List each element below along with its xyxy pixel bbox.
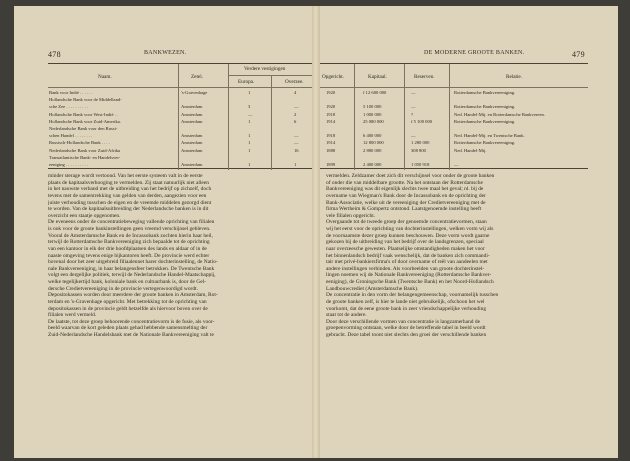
- row-reserven: —: [411, 133, 416, 139]
- row-overzee: 16: [294, 147, 299, 153]
- body-line: Door deze verschillende vormen van concentratie is langzamerhand de: [326, 318, 480, 325]
- row-europa: 1: [248, 162, 251, 167]
- row-zetel: 's-Gravenhage: [181, 90, 208, 95]
- row-overzee: —: [294, 104, 299, 110]
- row-relatie: Ned. Handel-Mij.: [454, 147, 487, 153]
- header-kapitaal: Kapitaal.: [368, 74, 387, 80]
- column-rule: [178, 64, 179, 170]
- body-line: groepenvorming ontstaan, welke door de betreffende tabel in beeld wordt: [326, 325, 486, 332]
- body-line: staat tot de andere.: [326, 312, 367, 319]
- body-line: terdam en 's-Gravenhage opgericht. Met betrekking tot de oprichting van: [48, 298, 207, 305]
- body-line: Bankvereeniging was dit eigenlijk slechts twee maal het geval; nl. bij de: [326, 186, 484, 193]
- body-line: dersche Credietvereeniging in de provincie vertegenwoordigd wordt.: [48, 285, 198, 292]
- body-line: vermelden. Zeldzamer doet zich dit verschijnsel voor onder de groote banken: [326, 173, 495, 179]
- row-zetel: Amsterdam: [181, 104, 203, 110]
- body-line: naaste omgeving tevens enige bijkantoren heeft. De provincie werd echter: [48, 252, 210, 259]
- row-opgericht: 1914: [326, 118, 336, 124]
- row-opgericht: 1914: [326, 140, 336, 146]
- row-name: Transatlantische Bank- en Handelsver-: [49, 154, 121, 160]
- body-line: andere instellingen verbinden. Als voorbeelden van groote dochterinstel-: [326, 265, 485, 272]
- row-overzee: 2: [294, 111, 297, 117]
- left-page: [14, 6, 315, 458]
- row-zetel: Amsterdam: [181, 111, 203, 117]
- row-zetel: Amsterdam: [181, 140, 203, 146]
- row-opgericht: 1920: [326, 104, 336, 110]
- body-line: de voornaamste dezer groep kunnen beschouwen. Deze vorm wordt gaarne: [326, 232, 490, 239]
- left-running-head: BANKWEZEN.: [144, 50, 187, 56]
- body-line: is ook voor de groote bankinstellingen geen vreemd verschijnsel gebleven.: [48, 226, 211, 232]
- row-overzee: —: [294, 133, 299, 139]
- row-kapitaal: 25 080 000: [363, 118, 384, 124]
- left-page-number: 478: [48, 50, 61, 59]
- row-relatie: Rotterdamsche Bankvereeniging.: [454, 118, 516, 124]
- column-rule: [449, 64, 450, 170]
- row-europa: —: [248, 111, 253, 117]
- row-kapitaal: 2 880 000: [363, 147, 382, 153]
- row-name: Nederlandsche Bank voor den Russi-: [49, 126, 118, 131]
- row-name: schen Handel . . . . . . . .: [49, 133, 93, 139]
- body-line: bovenal door het zeer uitgebreid filiaalennet harer dochterinstelling, de Natio-: [48, 259, 218, 266]
- row-europa: 1: [248, 118, 251, 124]
- body-line: te worden. Van de kapitaalsuitbreiding der Nederlandsche banken is in dit: [48, 206, 209, 213]
- row-name: Russisch-Hollandsche Bank . . . .: [49, 140, 110, 146]
- row-reserven: 308 800: [411, 147, 426, 153]
- header-zetel: Zetel.: [191, 74, 203, 80]
- body-line: Landbouwcrediet (Amsterdamsche Bank).: [326, 285, 419, 292]
- row-opgericht: 1899: [326, 162, 336, 167]
- row-europa: 1: [248, 147, 251, 153]
- body-line: De laatste, tot deze groep behoorende concentratievorm is de fusie, als voor-: [48, 318, 215, 325]
- row-relatie: —: [454, 162, 459, 167]
- body-line: gekozen bij de uitbreiding van het bedrijf over de landsgrenzen, speciaal: [326, 239, 484, 246]
- header-naam: Naam.: [98, 74, 112, 80]
- left-table: [48, 63, 314, 169]
- row-name: sche Zee . . . . . . . . . .: [49, 104, 89, 110]
- row-name: Hollandsche Bank voor Zuid-Amerika.: [49, 118, 121, 124]
- book-gutter: [312, 6, 320, 458]
- body-line: nale Bankvereeniging, in haar belangensfeer betrokken. De Twentsche Bank: [48, 265, 215, 272]
- row-reserven: 1 050 918: [411, 162, 430, 167]
- row-kapitaal: 2 400 000: [363, 162, 382, 167]
- row-relatie: Rotterdamsche Bankvereeniging.: [454, 90, 516, 95]
- body-line: tair met privé-bankiersfirma's of door overname of reël van aandeelen met: [326, 259, 488, 266]
- body-line: depositokassen in de provincie geldt hetzelfde als hiervoor boven over de: [48, 305, 208, 312]
- row-reserven: 1 280 000: [411, 140, 430, 146]
- body-line: Vooral de Amsterdamsche Bank en de Incassobank zochten hierin haar heil,: [48, 232, 213, 239]
- body-line: vele filialen opgericht.: [326, 212, 376, 219]
- row-overzee: 4: [294, 90, 297, 95]
- body-line: Overgaande tot de tweede groep der genoemde concentratievormen, staan: [326, 219, 487, 226]
- row-name: eeniging . . . . . . . . . .: [49, 162, 88, 167]
- book-spread: [14, 6, 618, 458]
- body-line: lingen noemen wij de Nationale Bankvereeniging (Rotterdamsche Bankver-: [326, 272, 492, 279]
- row-europa: 3: [248, 104, 251, 110]
- body-line: volgt een dergelijke politiek, terwijl de Nederlandsche Handel-Maatschappij,: [48, 272, 216, 279]
- row-reserven: ?: [411, 111, 414, 117]
- header-rule: [228, 75, 314, 76]
- row-relatie: Rotterdamsche Bankvereeniging.: [454, 104, 516, 110]
- row-zetel: Amsterdam: [181, 147, 203, 153]
- column-rule: [228, 64, 229, 170]
- body-line: voorkomt, dat de eene groote bank in zeer vriendschappelijke verhouding: [326, 305, 487, 312]
- body-line: wij het eerst voor de oprichting van dochterinstellingen, welken vorm wij als: [326, 226, 494, 232]
- row-name: Hollandsche Bank voor de Middelland-: [49, 97, 122, 103]
- body-line: in het nauwste verband met de uitbreiding van het bedrijf op zichzelf, doch: [48, 186, 212, 193]
- row-overzee: 6: [294, 118, 297, 124]
- body-line: gebracht. Deze tabel toont niet slechts den groei der verschillende banken: [326, 332, 487, 338]
- right-table: [316, 63, 588, 169]
- row-name: Hollandsche Bank voor West-Indië . .: [49, 111, 119, 117]
- body-line: plaats de kapitaalsverhooging te vermelden. Zij staat natuurlijk niet alleen: [48, 179, 209, 186]
- body-line: de groote banken zelf, is hier te lande niet gebruikelijk, ofschoon het wel: [326, 298, 485, 305]
- body-line: van een kantoor in elk der drie hoofdplaatsen des lands en aldaar of in de: [48, 245, 207, 252]
- row-opgericht: 1888: [326, 147, 336, 153]
- row-name: Nederlandsche Bank voor Zuid-Afrika: [49, 147, 121, 153]
- row-europa: 1: [248, 140, 251, 146]
- body-line: De eveneens onder de concentratiebeweging vallende oprichting van filialen: [48, 219, 215, 226]
- header-verdere-vestigingen: Verdere vestigingen: [244, 66, 286, 72]
- row-europa: 1: [248, 90, 251, 95]
- row-name: Bank voor Indië . . . . . .: [49, 90, 93, 95]
- header-europa: Europa.: [238, 79, 255, 85]
- right-body-text: [326, 173, 588, 339]
- body-line: beeld waarvan de kort geleden plaats gehad hebbende samensmelting der: [48, 325, 208, 332]
- row-overzee: —: [294, 140, 299, 146]
- body-line: Depositokassen worden door meerdere der groote banken in Amsterdam, Rot-: [48, 292, 218, 299]
- column-rule: [354, 64, 355, 170]
- header-reserven: Reserven.: [414, 74, 435, 80]
- row-reserven: —: [411, 90, 416, 95]
- body-line: juiste verhouding tusschen de eigen en de vreemde middelen gezorgd dient: [48, 199, 212, 206]
- row-zetel: Amsterdam: [181, 162, 203, 167]
- row-reserven: f 5 100 000: [411, 118, 433, 124]
- row-overzee: 1: [294, 162, 297, 167]
- header-overzee: Overzee.: [285, 79, 304, 85]
- row-opgericht: 1920: [326, 90, 336, 95]
- row-reserven: —: [411, 104, 416, 110]
- right-running-head: DE MODERNE GROOTE BANKEN.: [424, 50, 525, 56]
- body-line: naar overzeesche gewesten. Plaatselijke omstandigheden maken het voor: [326, 245, 485, 252]
- left-body-text: [48, 173, 314, 339]
- row-opgericht: 1918: [326, 133, 336, 139]
- body-line: Zuid-Nederlandsche Handelsbank met de Nationale Bankvereeniging valt te: [48, 332, 214, 338]
- body-line: of onder die van middelbare grootte. Na het ontstaan der Rotterdamsche: [326, 179, 483, 186]
- body-line: het binnenlandsch bedrijf vaak wenschelijk, dat de banken zich commandi-: [326, 252, 490, 259]
- column-rule: [404, 64, 405, 170]
- body-line: overname van Wiegman's Bank door de Incassobank en de oprichting der: [326, 192, 486, 199]
- row-kapitaal: 5 100 000: [363, 104, 382, 110]
- row-relatie: Rotterdamsche Bankvereeniging.: [454, 140, 516, 146]
- body-line: minder sterage wordt vertoond. Van het eerste systeem valt in de eerste: [48, 173, 203, 179]
- row-kapitaal: 12 800 000: [363, 140, 384, 146]
- right-page-number: 479: [572, 50, 585, 59]
- row-relatie: Ned. Handel-Mij. en Rotterdamsche Bankvereen.: [454, 111, 545, 117]
- right-page: [316, 6, 618, 458]
- row-zetel: Amsterdam: [181, 118, 203, 124]
- column-rule: [271, 76, 272, 170]
- header-opgericht: Opgericht.: [322, 74, 345, 80]
- body-line: overzicht een staatje opgenomen.: [48, 212, 121, 219]
- header-rule: [48, 87, 314, 88]
- header-rule: [316, 87, 588, 88]
- header-relatie: Relatie.: [506, 74, 522, 80]
- body-line: Bank-Associatie, welke uit de vereeniging der Credietvereeniging met de: [326, 199, 486, 206]
- row-relatie: Ned. Handel-Mij. en Twentsche Bank.: [454, 133, 525, 139]
- body-line: firma Wertheim & Gompertz ontstond. Laatstgenoemde instelling heeft: [326, 206, 482, 213]
- body-line: terwijl de Rotterdamsche Bankvereeniging zich bepaalde tot de oprichting: [48, 239, 210, 246]
- row-zetel: Amsterdam: [181, 133, 203, 139]
- body-line: tevens met de samentrekking van gelden van derden, aangezien voor een: [48, 192, 207, 199]
- row-kapitaal: 1 000 000: [363, 111, 382, 117]
- row-europa: 1: [248, 133, 251, 139]
- body-line: De concentratie in den vorm der belangengemeenschap, voornamelijk tusschen: [326, 292, 499, 299]
- row-kapitaal: 6 400 000: [363, 133, 382, 139]
- body-line: eeniging), de Groningsche Bank (Twentsche Bank) en het Noord-Hollandsch: [326, 279, 494, 285]
- row-opgericht: 1918: [326, 111, 336, 117]
- body-line: filialen werd vermeld.: [48, 312, 97, 319]
- row-kapitaal: f 12 600 000: [363, 90, 387, 95]
- body-line: welke tegelijkertijd bank, koloniale bank en cultuurbank is, door de Gel-: [48, 279, 206, 285]
